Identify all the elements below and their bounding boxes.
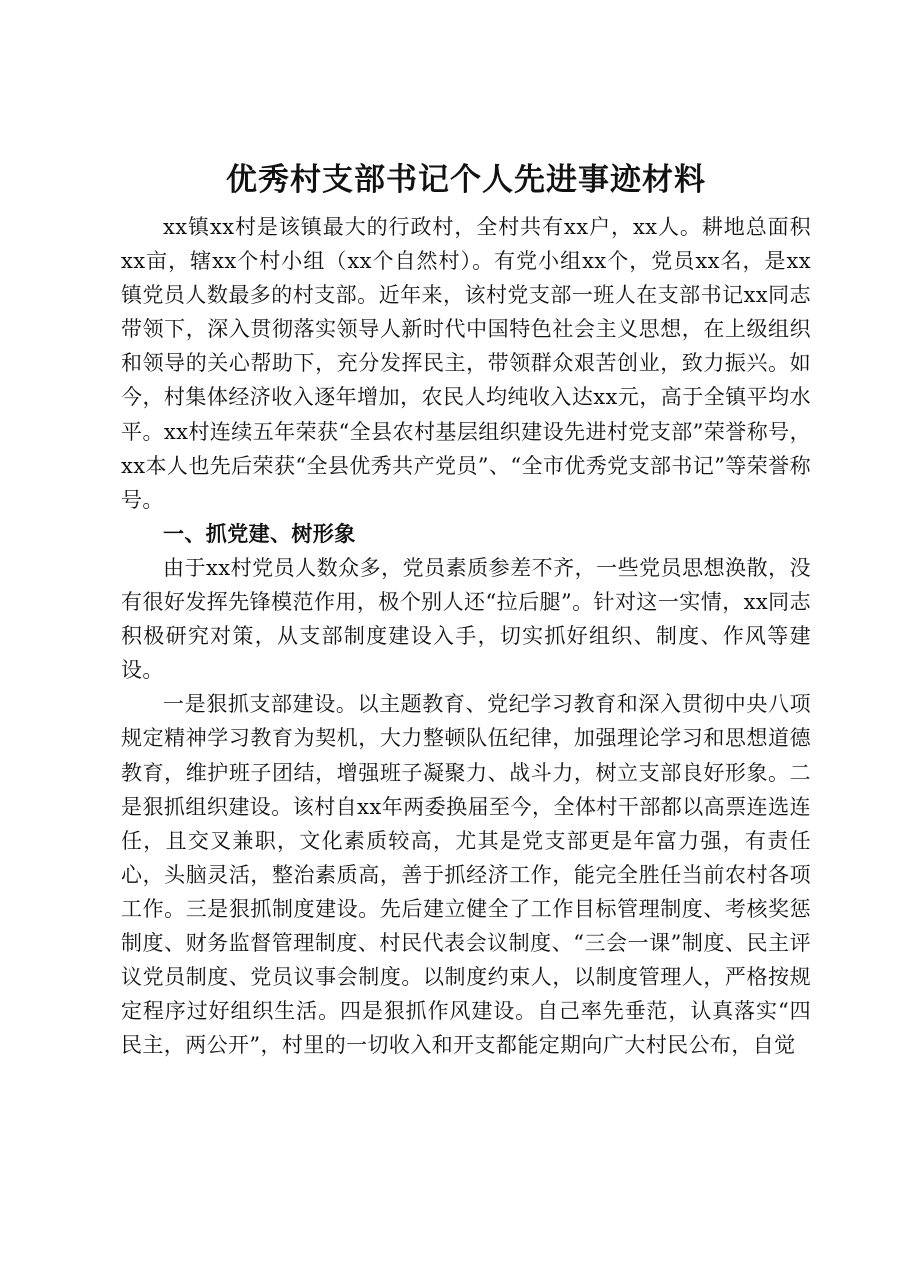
section-paragraph: 由于xx村党员人数众多，党员素质参差不齐，一些党员思想涣散，没有很好发挥先锋模范作用，极个别人还“拉后腿”。针对这一实情，xx同志积极研究对策，从支部制度建设入手，切实抓好组织、制度、作风等建设。 bbox=[121, 555, 811, 683]
document-page bbox=[121, 150, 811, 1062]
section-paragraph: 一是狠抓支部建设。以主题教育、党纪学习教育和深入贯彻中央八项规定精神学习教育为契机，大力整顿队伍纪律，加强理论学习和思想道德教育，维护班子团结，增强班子凝聚力、战斗力，树立支部良好形象。二是狠抓组织建设。该村自xx年两委换届至今，全体村干部都以高票连选连任，且交叉兼职，文化素质较高，尤其是党支部更是年富力强，有责任心，头脑灵活，整治素质高，善于抓经济工作，能完全胜任当前农村各项工作。三是狠抓制度建设。先后建立健全了工作目标管理制度、考核奖惩制度、财务监督管理制度、村民代表会议制度、“三会一课”制度、民主评议党员制度、党员议事会制度。以制度约束人，以制度管理人，严格按规定程序过好组织生活。四是狠抓作风建设。自己率先垂范，认真落实“四民主，两公开”，村里的一切收入和开支都能定期向广大村民公布，自觉 bbox=[121, 692, 811, 1058]
document-title: 优秀村支部书记个人先进事迹材料 bbox=[226, 162, 706, 198]
intro-paragraph: xx镇xx村是该镇最大的行政村，全村共有xx户，xx人。耕地总面积xx亩，辖xx个村小组（xx个自然村）。有党小组xx个，党员xx名，是xx镇党员人数最多的村支部。近年来，该村党支部一班人在支部书记xx同志带领下，深入贯彻落实领导人新时代中国特色社会主义思想，在上级组织和领导的关心帮助下，充分发挥民主，带领群众艰苦创业，致力振兴。如今，村集体经济收入逐年增加，农民人均纯收入达xx元，高于全镇平均水平。xx村连续五年荣获“全县农村基层组织建设先进村党支部”荣誉称号，xx本人也先后荣获“全县优秀共产党员”、“全市优秀党支部书记”等荣誉称号。 bbox=[121, 215, 811, 512]
section-heading: 一、抓党建、树形象 bbox=[163, 521, 356, 546]
